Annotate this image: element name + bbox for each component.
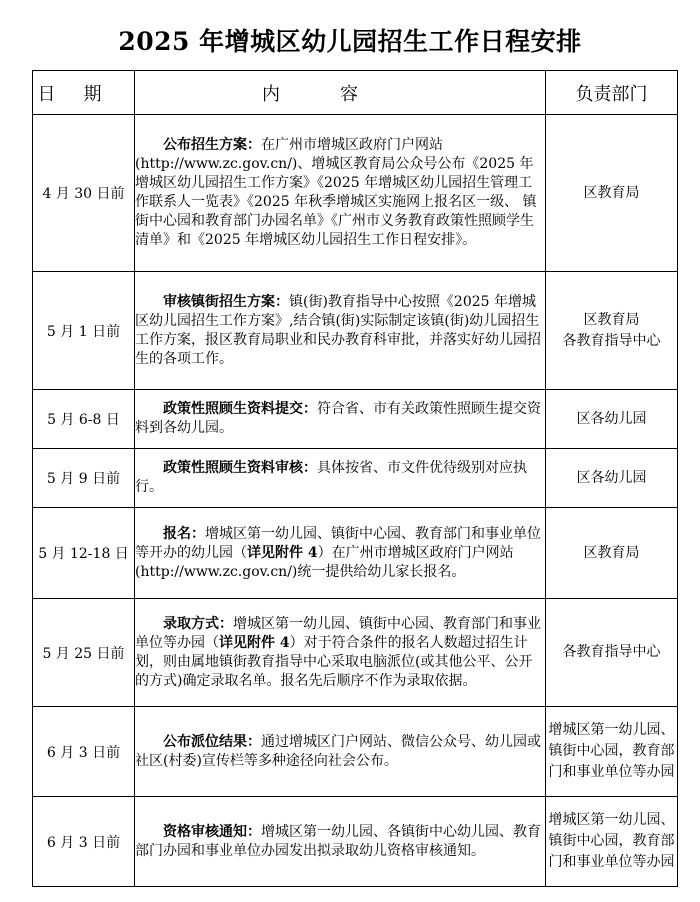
row-dept <box>546 115 678 272</box>
schedule-table <box>32 70 678 887</box>
dept-line: 区教育局 <box>583 311 640 328</box>
row-lead: 公布招生方案： <box>163 137 261 153</box>
row-text: 增城区第一幼儿园、镇街中心园、教育部门和事业单位等办园（ <box>135 615 541 651</box>
row-lead: 政策性照顾生资料审核： <box>163 460 317 476</box>
table-row <box>33 449 678 508</box>
row-text: 具体按省、市文件优待级别对应执行。 <box>135 460 527 495</box>
row-dept <box>546 707 678 797</box>
row-text: 在广州市增城区政府门户网站(http://www.zc.gov.cn/)、增城区教育局公众号公布《2025 年增城区幼儿园招生工作方案》《2025 年增城区幼儿园招生管理工作联系人一览表》《2025 年秋季增城区实施网上报名区一级、 镇街中心园和教育部门办园名单》《广州市义务教育政策性照顾学生清单》和《2025 年增城区幼儿园招生工作日程安排》。 <box>135 137 537 248</box>
row-text: ）在广州市增城区政府门户网站(http://www.zc.gov.cn/)统一提供给幼儿家长报名。 <box>135 544 514 580</box>
dept-line: 增城区第一幼儿园、镇街中心园，教育部门和事业单位等办园 <box>548 812 675 870</box>
row-dept <box>546 508 678 599</box>
header-date: 日期 <box>33 71 135 115</box>
row-content <box>135 707 546 797</box>
row-text: 通过增城区门户网站、微信公众号、幼儿园或社区(村委)宣传栏等多种途径向社会公布。 <box>135 733 541 769</box>
dept-line: 增城区第一幼儿园、镇街中心园，教育部门和事业单位等办园 <box>548 722 675 780</box>
row-date: 5 月 9 日前 <box>33 449 135 508</box>
row-text: 增城区第一幼儿园、镇街中心园、教育部门和事业单位等开办的幼儿园（ <box>135 525 541 561</box>
row-dept <box>546 390 678 449</box>
table-row <box>33 707 678 797</box>
row-content <box>135 115 546 272</box>
row-date: 6 月 3 日前 <box>33 797 135 887</box>
row-date: 5 月 6-8 日 <box>33 390 135 449</box>
row-text: ）对于符合条件的报名人数超过招生计划，则由属地镇街教育指导中心采取电脑派位(或其他公平、公开的方式)确定录取名单。报名先后顺序不作为录取依据。 <box>135 634 533 689</box>
row-lead: 审核镇街招生方案： <box>163 293 289 310</box>
row-content <box>135 599 546 707</box>
dept-line: 区各幼儿园 <box>576 410 647 427</box>
dept-line: 各教育指导中心 <box>562 644 661 660</box>
table-row <box>33 390 678 449</box>
row-attachment-ref: 详见附件 4 <box>247 544 318 561</box>
row-date: 4 月 30 日前 <box>33 115 135 272</box>
dept-line: 区教育局 <box>583 544 640 561</box>
row-content <box>135 449 546 508</box>
header-content: 内容 <box>135 71 546 115</box>
row-content <box>135 390 546 449</box>
table-header-row <box>33 71 678 115</box>
dept-line: 区各幼儿园 <box>576 469 647 486</box>
table-row <box>33 599 678 707</box>
row-dept <box>546 599 678 707</box>
row-text: 符合省、市有关政策性照顾生提交资料到各幼儿园。 <box>135 401 541 436</box>
header-dept: 负责部门 <box>546 71 678 115</box>
dept-line: 各教育指导中心 <box>562 332 661 349</box>
row-content <box>135 272 546 390</box>
row-attachment-ref: 详见附件 4 <box>219 634 290 651</box>
row-date: 5 月 25 日前 <box>33 599 135 707</box>
row-content <box>135 508 546 599</box>
row-lead: 报名： <box>163 525 205 542</box>
row-date: 5 月 1 日前 <box>33 272 135 390</box>
row-text: 增城区第一幼儿园、各镇街中心幼儿园、教育部门办园和事业单位办园发出拟录取幼儿资格审核通知。 <box>135 823 541 859</box>
row-date: 5 月 12-18 日 <box>33 508 135 599</box>
row-content <box>135 797 546 887</box>
row-dept <box>546 449 678 508</box>
row-text: 镇(街)教育指导中心按照《2025 年增城区幼儿园招生工作方案》,结合镇(街)实际制定该镇(街)幼儿园招生工作方案，报区教育局职业和民办教育科审批，并落实好幼儿园招生的各项工作。 <box>135 293 541 367</box>
table-row <box>33 115 678 272</box>
row-lead: 公布派位结果： <box>163 733 261 750</box>
row-dept <box>546 272 678 390</box>
table-row <box>33 508 678 599</box>
row-lead: 政策性照顾生资料提交： <box>163 401 317 417</box>
table-row <box>33 797 678 887</box>
row-dept <box>546 797 678 887</box>
row-lead: 资格审核通知： <box>163 823 261 840</box>
table-row <box>33 272 678 390</box>
page-title: 2025 年增城区幼儿园招生工作日程安排 <box>118 27 582 56</box>
row-lead: 录取方式： <box>163 615 233 632</box>
row-date: 6 月 3 日前 <box>33 707 135 797</box>
dept-line: 区教育局 <box>583 184 640 201</box>
